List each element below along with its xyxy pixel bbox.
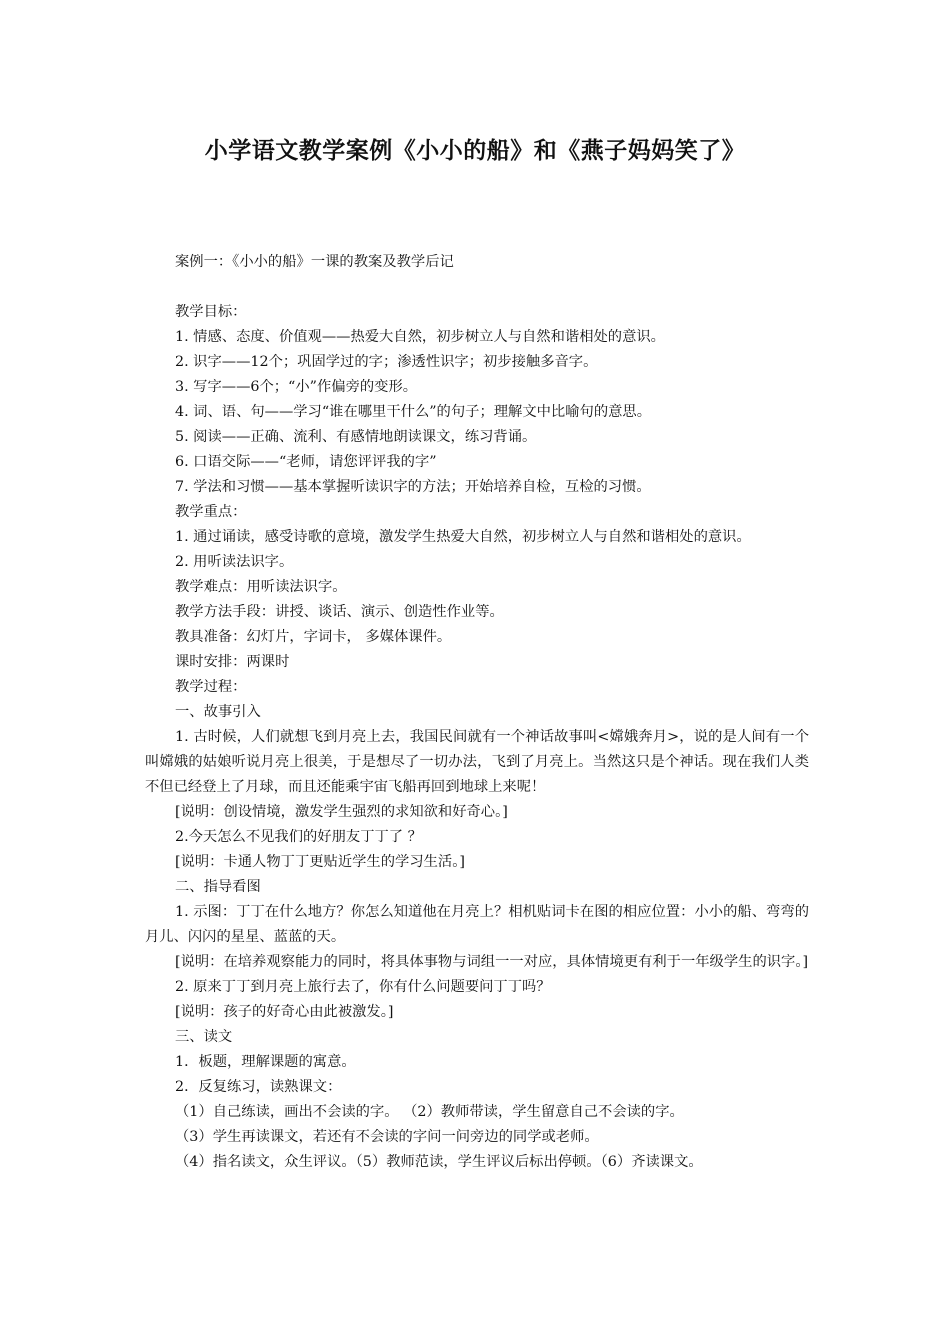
paragraph: 教学过程： (175, 679, 247, 695)
paragraph: 1. 情感、态度、价值观——热爱大自然，初步树立人与自然和谐相处的意识。 (175, 329, 665, 345)
paragraph: （4）指名读文，众生评议。（5）教师范读，学生评议后标出停顿。（6）齐读课文。 (175, 1154, 703, 1170)
paragraph: [说明：在培养观察能力的同时，将具体事物与词组一一对应，具体情境更有利于一年级学生的识字。] (175, 954, 809, 970)
paragraph: 1. 古时候，人们就想飞到月亮上去，我国民间就有一个神话故事叫<嫦娥奔月>，说的是人间有一个叫嫦娥的姑娘听说月亮上很美，于是想尽了一切办法，飞到了月亮上。当然这只是个神话。现在我们人类不但已经登上了月球，而且还能乘宇宙飞船再回到地球上来呢！ (145, 729, 809, 795)
section-heading: 案例一：《小小的船》一课的教案及教学后记 (175, 254, 454, 270)
paragraph: 1. 通过诵读，感受诗歌的意境，激发学生热爱大自然，初步树立人与自然和谐相处的意识。 (175, 529, 751, 545)
paragraph: 2. 识字——12个；巩固学过的字；渗透性识字；初步接触多音字。 (175, 354, 598, 370)
paragraph: 1．板题，理解课题的寓意。 (175, 1054, 356, 1070)
paragraph: [说明：孩子的好奇心由此被激发。] (175, 1004, 394, 1020)
paragraph: 教学重点： (175, 504, 247, 520)
paragraph: 教具准备：幻灯片，字词卡， 多媒体课件。 (175, 629, 452, 645)
paragraph: [说明：卡通人物丁丁更贴近学生的学习生活。] (175, 854, 465, 870)
paragraph: 4. 词、语、句——学习“谁在哪里干什么”的句子；理解文中比喻句的意思。 (175, 404, 652, 420)
paragraph: 2. 原来丁丁到月亮上旅行去了，你有什么问题要问丁丁吗？ (175, 979, 551, 995)
paragraph: 二、指导看图 (175, 879, 261, 895)
paragraph: 2．反复练习，读熟课文： (175, 1079, 342, 1095)
paragraph: 教学方法手段：讲授、谈话、演示、创造性作业等。 (175, 604, 504, 620)
paragraph: 课时安排：两课时 (175, 654, 290, 670)
paragraph: [说明：创设情境，激发学生强烈的求知欲和好奇心。] (175, 804, 508, 820)
paragraph: 7. 学法和习惯——基本掌握听读识字的方法；开始培养自检，互检的习惯。 (175, 479, 651, 495)
paragraph: 5. 阅读——正确、流利、有感情地朗读课文，练习背诵。 (175, 429, 537, 445)
paragraph: 一、故事引入 (175, 704, 261, 720)
paragraph: 3. 写字——6个；“小”作偏旁的变形。 (175, 379, 418, 395)
paragraph: 2. 用听读法识字。 (175, 554, 294, 570)
paragraph: 6. 口语交际——“老师，请您评评我的字” (175, 454, 437, 470)
document-title: 小学语文教学案例《小小的船》和《燕子妈妈笑了》 (204, 137, 746, 164)
paragraph: （1）自己练读，画出不会读的字。 （2）教师带读，学生留意自己不会读的字。 (175, 1104, 684, 1120)
paragraph: （3）学生再读课文，若还有不会读的字问一问旁边的同学或老师。 (175, 1129, 599, 1145)
spacer (145, 275, 809, 300)
paragraph: 三、读文 (175, 1029, 233, 1045)
paragraph: 1. 示图：丁丁在什么地方？你怎么知道他在月亮上？相机贴词卡在图的相应位置：小小的船、弯弯的月儿、闪闪的星星、蓝蓝的天。 (145, 904, 809, 945)
paragraph: 教学难点：用听读法识字。 (175, 579, 347, 595)
paragraph: 2.今天怎么不见我们的好朋友丁丁了 ？ (175, 829, 422, 845)
document-body (145, 250, 809, 1175)
paragraph: 教学目标： (175, 304, 247, 320)
